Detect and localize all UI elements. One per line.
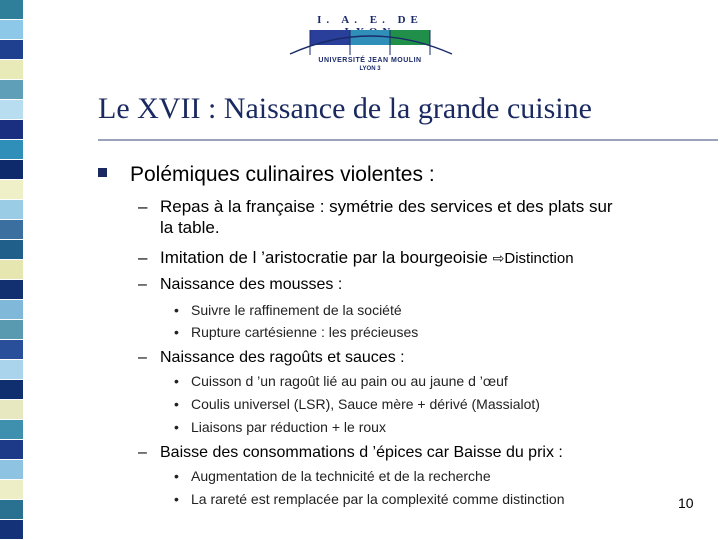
stripe-block [0, 340, 23, 360]
list-item-epices: – Baisse des consommations d ’épices car Baisse du prix : [138, 444, 563, 461]
stripe-block [0, 300, 23, 320]
list-item-epices-2: • La rareté est remplacée par la complexité comme distinction [174, 491, 565, 507]
stripe-block [0, 460, 23, 480]
bullet-square-icon [98, 168, 107, 177]
stripe-block [0, 20, 23, 40]
list-item-mousses-1: • Suivre le raffinement de la société [174, 302, 402, 318]
list-item-mousses: – Naissance des mousses : [138, 276, 343, 293]
stripe-block [0, 200, 23, 220]
stripe-block [0, 160, 23, 180]
list-item-epices-1: • Augmentation de la technicité et de la recherche [174, 468, 491, 484]
logo-city: LYON 3 [359, 66, 381, 72]
stripe-block [0, 500, 23, 520]
main-bullet: Polémiques culinaires violentes : [130, 163, 435, 186]
list-item-imitation: – Imitation de l ’aristocratie par la bourgeoisie ⇨Distinction [138, 248, 574, 267]
page-number: 10 [678, 495, 694, 511]
stripe-block [0, 0, 23, 20]
list-item-ragouts: – Naissance des ragoûts et sauces : [138, 349, 405, 366]
stripe-block [0, 440, 23, 460]
stripe-block [0, 40, 23, 60]
title-divider [98, 139, 718, 141]
stripe-block [0, 400, 23, 420]
list-item-ragouts-1: • Cuisson d ’un ragoût lié au pain ou au jaune d ’œuf [174, 373, 508, 389]
stripe-block [0, 80, 23, 100]
stripe-block [0, 240, 23, 260]
stripe-block [0, 420, 23, 440]
stripe-block [0, 120, 23, 140]
decorative-color-stripe [0, 0, 23, 540]
stripe-block [0, 320, 23, 340]
stripe-block [0, 100, 23, 120]
stripe-block [0, 360, 23, 380]
stripe-block [0, 140, 23, 160]
list-item-ragouts-3: • Liaisons par réduction + le roux [174, 419, 386, 435]
stripe-block [0, 260, 23, 280]
stripe-block [0, 520, 23, 540]
stripe-block [0, 220, 23, 240]
arrow-right-icon: ⇨ [492, 250, 505, 266]
logo-title: I. A. E. DE [317, 14, 423, 26]
slide-title: Le XVII : Naissance de la grande cuisine [98, 92, 592, 125]
list-item-ragouts-2: • Coulis universel (LSR), Sauce mère + dérivé (Massialot) [174, 396, 540, 412]
stripe-block [0, 380, 23, 400]
list-item-repas: – Repas à la française : symétrie des services et des plats sur [138, 197, 613, 216]
stripe-block [0, 280, 23, 300]
university-logo [270, 10, 470, 78]
list-item-mousses-2: • Rupture cartésienne : les précieuses [174, 324, 419, 340]
stripe-block [0, 480, 23, 500]
stripe-block [0, 60, 23, 80]
logo-university: UNIVERSITÉ JEAN MOULIN [318, 57, 422, 64]
list-item-repas-cont: la table. [160, 218, 220, 237]
stripe-block [0, 180, 23, 200]
